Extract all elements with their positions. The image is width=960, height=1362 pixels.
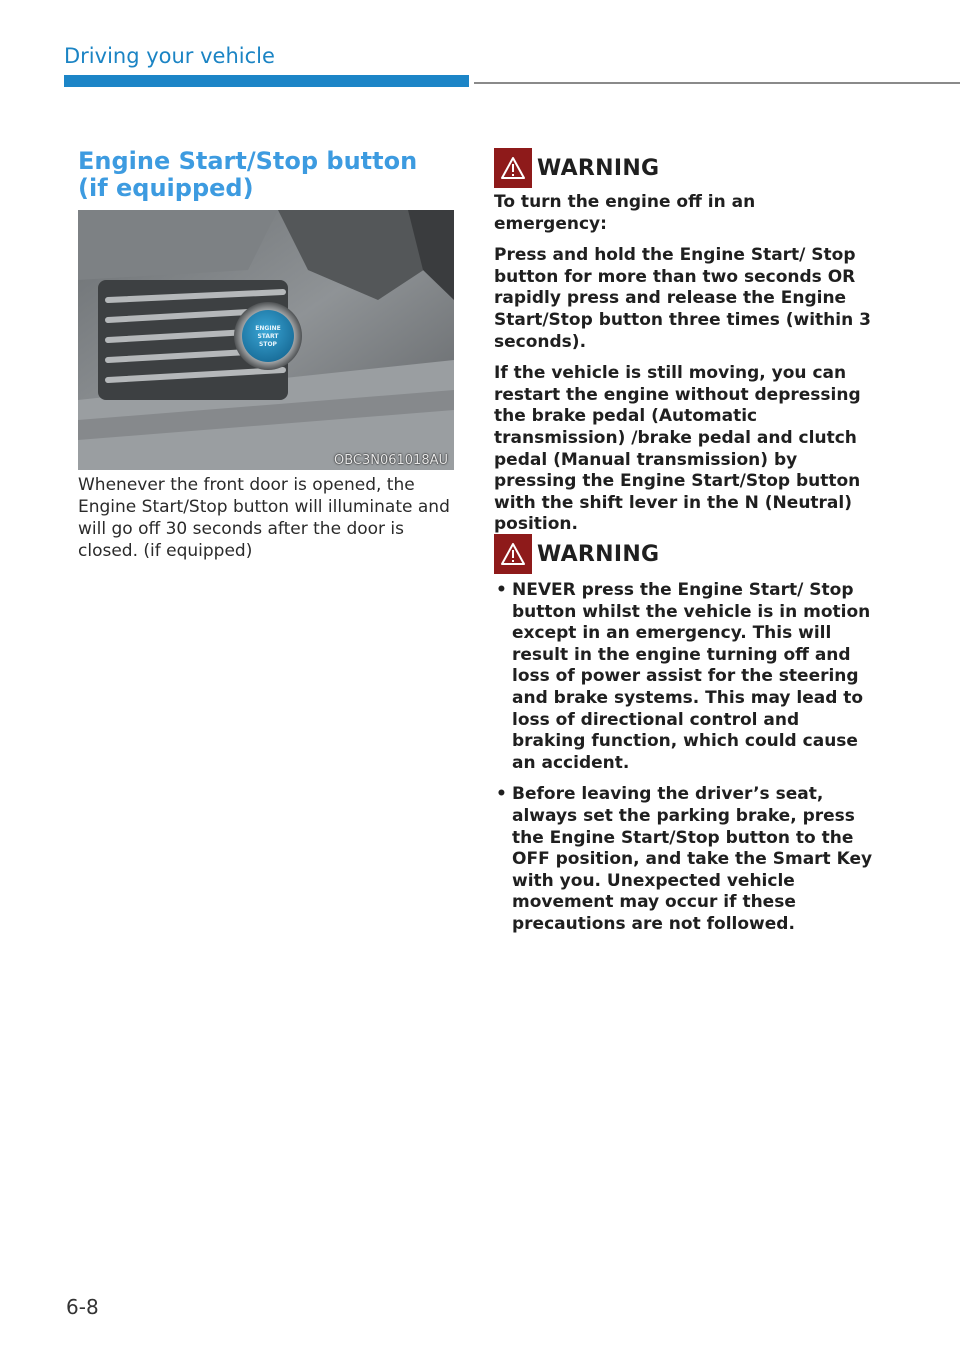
warning-header: [494, 534, 874, 574]
list-item-text: Before leaving the driver’s seat, always set the parking brake, press the Engine Start/Stop button to the OFF position, and take the Smart Key with you. Unexpected vehicle movement may occur if these precautions are not followed.: [512, 784, 873, 934]
warning-box-motion: [494, 534, 874, 946]
warning-paragraph: To turn the engine off in an emergency:: [494, 192, 756, 234]
warning-triangle-icon: [494, 534, 532, 574]
button-text-stop: STOP: [259, 341, 277, 348]
warning-title: WARNING: [537, 541, 660, 567]
bullet: •: [496, 580, 507, 600]
bullet: •: [496, 784, 507, 805]
button-text-engine: ENGINE: [255, 325, 281, 332]
button-text-start: START: [257, 333, 279, 340]
topic-heading-line1: Engine Start/Stop button: [78, 147, 418, 175]
list-item-text: NEVER press the Engine Start/ Stop button whilst the vehicle is in motion except in an emergency. This will result in the engine turning off and loss of power assist for the steering and brake systems. This may lead to loss of directional control and braking function, which could cause an accident.: [512, 580, 871, 773]
topic-heading: [78, 148, 458, 202]
warning-triangle-icon: [494, 148, 532, 188]
header-accent-bar: [64, 75, 469, 87]
engine-start-button-photo: [78, 210, 454, 470]
page-number: 6-8: [66, 1295, 99, 1319]
section-title: Driving your vehicle: [64, 44, 275, 68]
warning-list: [494, 580, 874, 936]
warning-title: WARNING: [537, 155, 660, 181]
list-item: [494, 580, 874, 774]
body-paragraph: Whenever the front door is opened, the Engine Start/Stop button will illuminate and will go off 30 seconds after the door is closed. (if equipped): [78, 475, 450, 561]
warning-box-emergency: [494, 148, 874, 546]
figure-code: OBC3N061018AU: [333, 453, 448, 468]
warning-header: [494, 148, 874, 188]
header-rule: [474, 82, 960, 84]
warning-paragraph: Press and hold the Engine Start/ Stop button for more than two seconds OR rapidly press and release the Engine Start/Stop button three times (within 3 seconds).: [494, 245, 871, 352]
list-item: [494, 784, 874, 935]
topic-heading-line2: (if equipped): [78, 174, 254, 202]
warning-paragraph: If the vehicle is still moving, you can restart the engine without depressing the brake pedal (Automatic transmission) /brake pedal and clutch pedal (Manual transmission) by pressing the Engine Start/Stop button with the shift lever in the N (Neutral) position.: [494, 363, 861, 535]
